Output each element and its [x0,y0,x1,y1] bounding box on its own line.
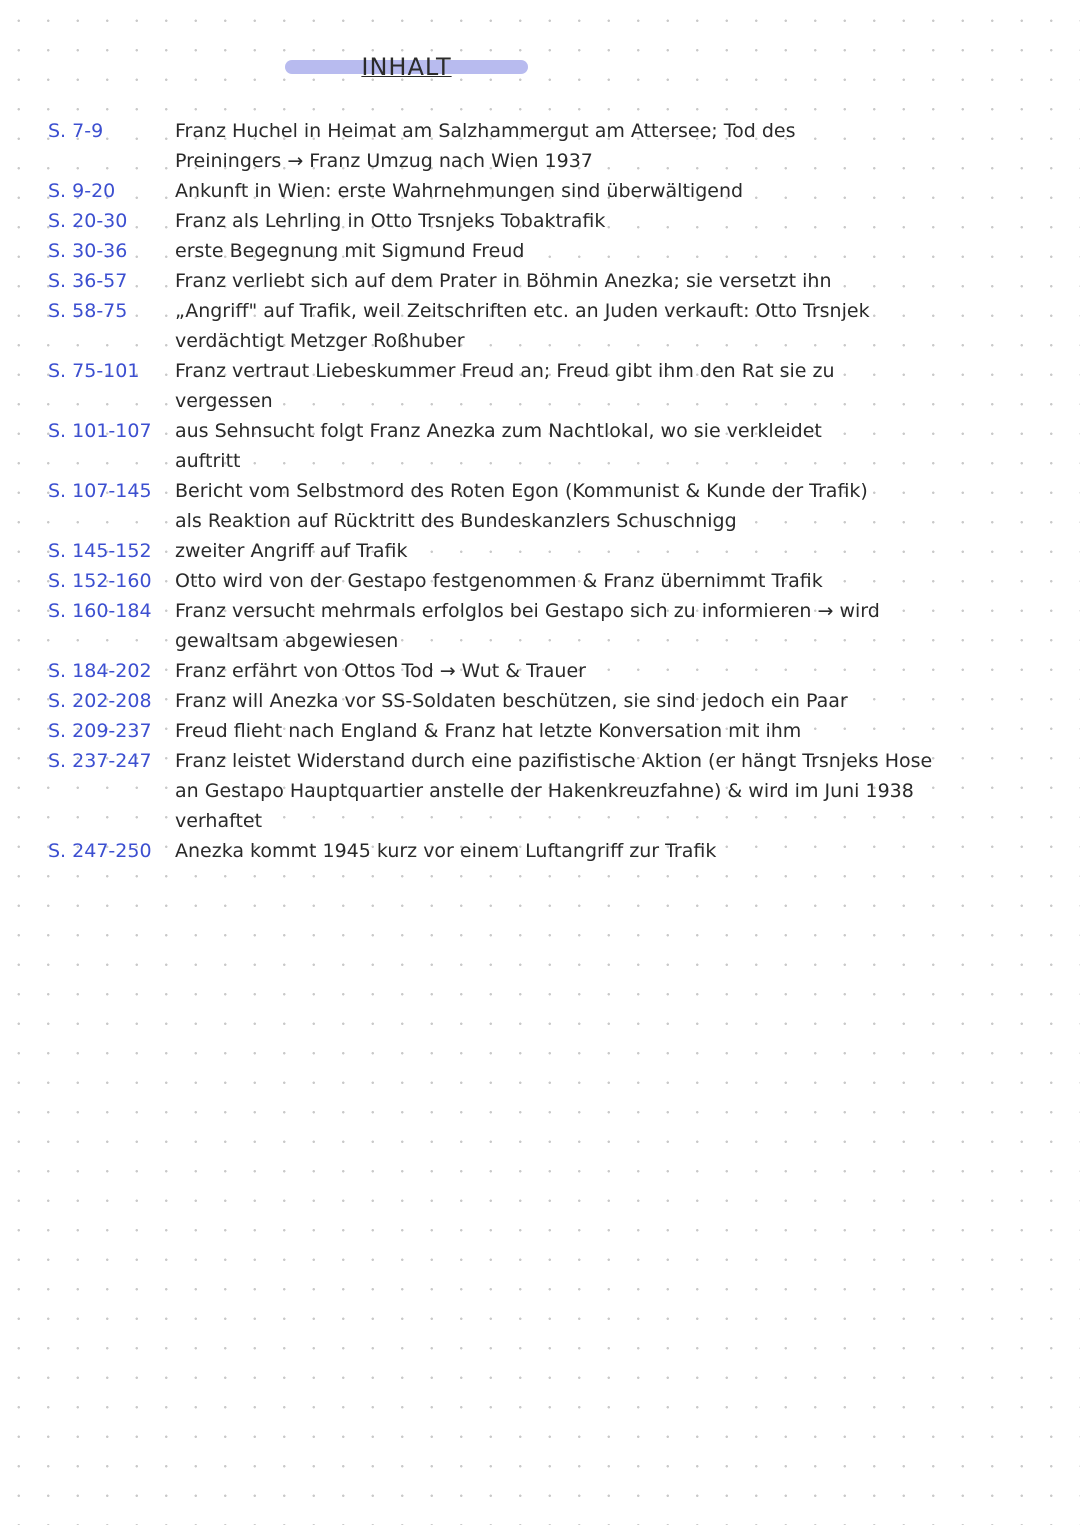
toc-entry [48,686,1048,716]
entry-summary [175,746,1048,836]
page-range: S. 152-160 [48,570,152,592]
toc-entry [48,296,1048,356]
summary-line: verhaftet [175,810,263,832]
page-range: S. 58-75 [48,300,128,322]
entry-summary [175,356,1048,416]
toc-entry [48,596,1048,656]
page-range: S. 247-250 [48,840,152,862]
page-range: S. 30-36 [48,240,128,262]
toc-entry [48,176,1048,206]
summary-line: Franz will Anezka vor SS-Soldaten beschützen, sie sind jedoch ein Paar [175,690,848,712]
page-range: S. 209-237 [48,720,152,742]
page-range: S. 160-184 [48,600,152,622]
entry-summary [175,536,1048,566]
page-range: S. 75-101 [48,360,140,382]
toc-entry [48,566,1048,596]
entry-summary [175,266,1048,296]
summary-line: Franz vertraut Liebeskummer Freud an; Freud gibt ihm den Rat sie zu [175,360,835,382]
toc-entry [48,236,1048,266]
summary-line: Franz verliebt sich auf dem Prater in Böhmin Anezka; sie versetzt ihn [175,270,832,292]
summary-line: Freud flieht nach England & Franz hat letzte Konversation mit ihm [175,720,802,742]
page-title: INHALT [361,53,452,81]
page-range: S. 9-20 [48,180,116,202]
toc-entry [48,476,1048,536]
summary-line: Otto wird von der Gestapo festgenommen & Franz übernimmt Trafik [175,570,823,592]
summary-line: Franz versucht mehrmals erfolglos bei Gestapo sich zu informieren → wird [175,600,880,622]
entry-summary [175,566,1048,596]
entry-summary [175,236,1048,266]
page-range: S. 184-202 [48,660,152,682]
entry-summary [175,596,1048,656]
entry-summary [175,416,1048,476]
summary-line: erste Begegnung mit Sigmund Freud [175,240,525,262]
summary-line: aus Sehnsucht folgt Franz Anezka zum Nachtlokal, wo sie verkleidet [175,420,822,442]
entry-summary [175,206,1048,236]
table-of-contents [48,116,1048,866]
toc-entry [48,836,1048,866]
entry-summary [175,176,1048,206]
page-range: S. 7-9 [48,120,104,142]
summary-line: gewaltsam abgewiesen [175,630,399,652]
title-area [285,52,528,82]
summary-line: auftritt [175,450,241,472]
page-range: S. 20-30 [48,210,128,232]
summary-line: Preiningers → Franz Umzug nach Wien 1937 [175,150,593,172]
toc-entry [48,536,1048,566]
summary-line: Ankunft in Wien: erste Wahrnehmungen sind überwältigend [175,180,744,202]
toc-entry [48,116,1048,176]
summary-line: Bericht vom Selbstmord des Roten Egon (Kommunist & Kunde der Trafik) [175,480,868,502]
entry-summary [175,686,1048,716]
summary-line: als Reaktion auf Rücktritt des Bundeskanzlers Schuschnigg [175,510,737,532]
page-range: S. 202-208 [48,690,152,712]
summary-line: Franz als Lehrling in Otto Trsnjeks Tobaktrafik [175,210,606,232]
toc-entry [48,746,1048,836]
toc-entry [48,356,1048,416]
toc-entry [48,206,1048,236]
toc-entry [48,266,1048,296]
summary-line: an Gestapo Hauptquartier anstelle der Hakenkreuzfahne) & wird im Juni 1938 [175,780,914,802]
page-range: S. 107-145 [48,480,152,502]
entry-summary [175,656,1048,686]
page-range: S. 145-152 [48,540,152,562]
page-range: S. 237-247 [48,750,152,772]
page-range: S. 101-107 [48,420,152,442]
summary-line: Franz erfährt von Ottos Tod → Wut & Trauer [175,660,586,682]
toc-entry [48,716,1048,746]
summary-line: verdächtigt Metzger Roßhuber [175,330,465,352]
summary-line: zweiter Angriff auf Trafik [175,540,408,562]
entry-summary [175,476,1048,536]
toc-entry [48,416,1048,476]
entry-summary [175,296,1048,356]
summary-line: Franz Huchel in Heimat am Salzhammergut am Attersee; Tod des [175,120,796,142]
page-range: S. 36-57 [48,270,128,292]
entry-summary [175,836,1048,866]
summary-line: Franz leistet Widerstand durch eine pazifistische Aktion (er hängt Trsnjeks Hose [175,750,933,772]
summary-line: Anezka kommt 1945 kurz vor einem Luftangriff zur Trafik [175,840,717,862]
summary-line: „Angriff" auf Trafik, weil Zeitschriften etc. an Juden verkauft: Otto Trsnjek [175,300,870,322]
toc-entry [48,656,1048,686]
entry-summary [175,116,1048,176]
entry-summary [175,716,1048,746]
summary-line: vergessen [175,390,273,412]
